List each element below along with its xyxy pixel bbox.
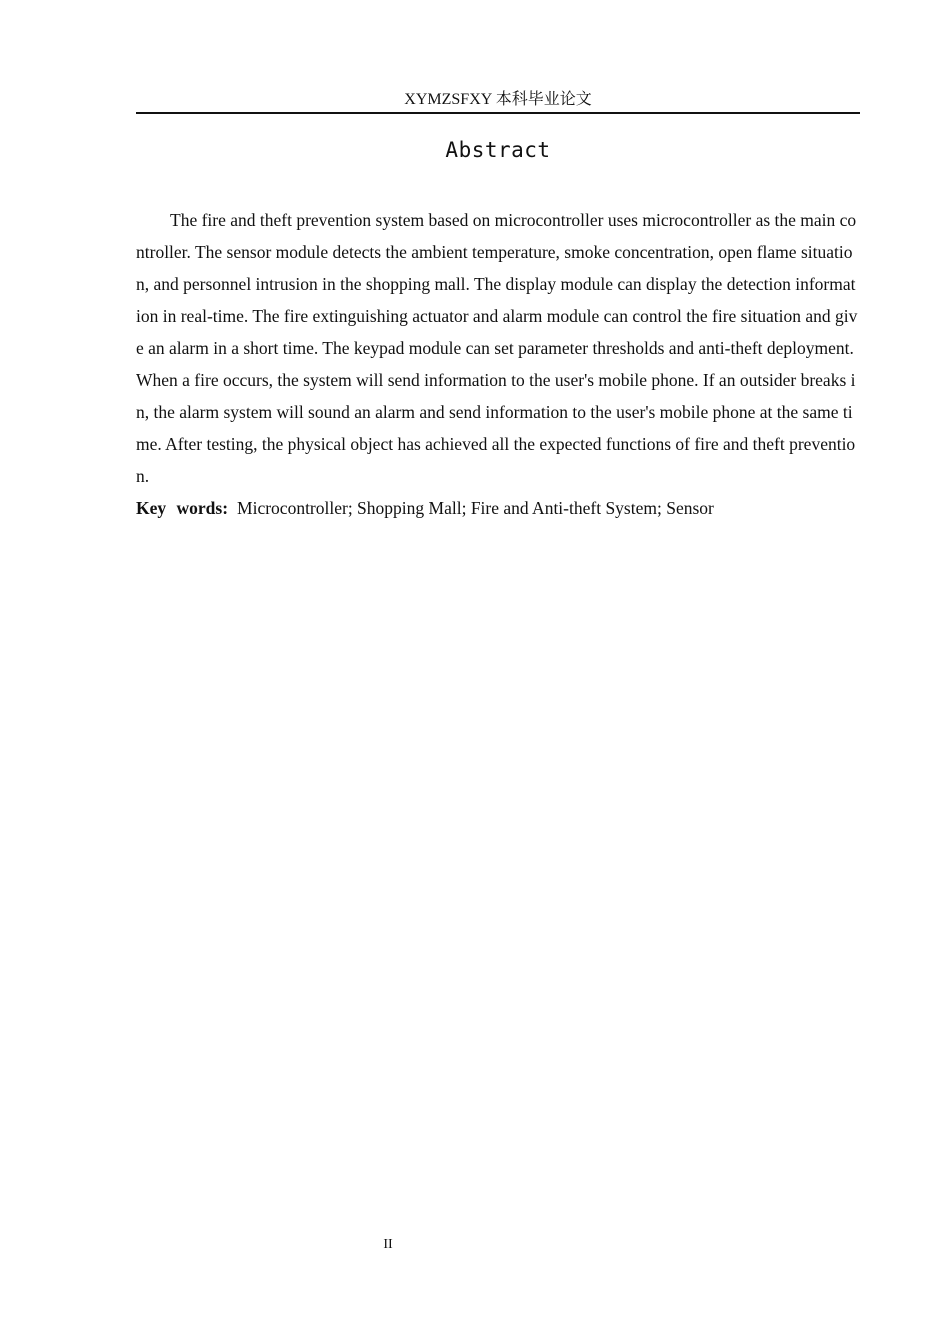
page-number: II: [383, 1237, 393, 1252]
header-rule: [136, 112, 860, 114]
running-header: XYMZSFXY 本科毕业论文: [404, 91, 592, 108]
abstract-title: Abstract: [445, 138, 551, 162]
abstract-body: The fire and theft prevention system based on microcontroller uses microcontroller as the main controller. The sensor module detects the ambient temperature, smoke concentration, open flame situation, and personnel intrusion in the shopping mall. The display module can display the detection information in real-time. The fire extinguishing actuator and alarm module can control the fire situation and give an alarm in a short time. The keypad module can set parameter thresholds and anti-theft deployment. When a fire occurs, the system will send information to the user's mobile phone. If an outsider breaks in, the alarm system will sound an alarm and send information to the user's mobile phone at the same time. After testing, the physical object has achieved all the expected functions of fire and theft prevention.: [136, 210, 858, 486]
keywords-label: Key words:: [136, 498, 229, 518]
keywords-list: Microcontroller; Shopping Mall; Fire and Anti-theft System; Sensor: [237, 498, 714, 518]
keywords-line: [136, 492, 860, 524]
